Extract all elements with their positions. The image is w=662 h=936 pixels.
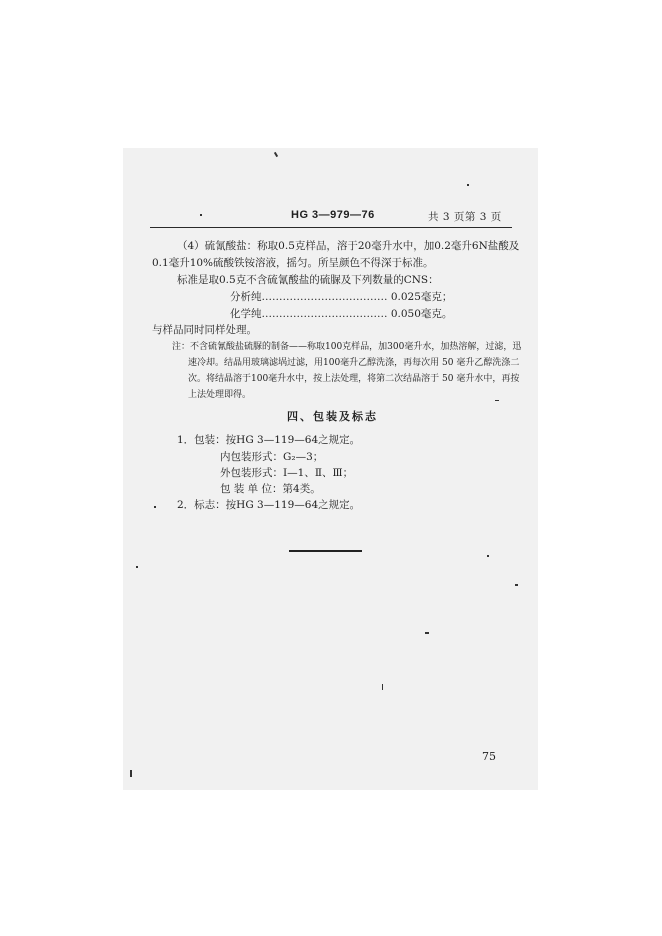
- pack-item: 1．包装：按HG 3—119—64之规定。: [177, 434, 361, 446]
- mark-item: 2．标志：按HG 3—119—64之规定。: [177, 499, 361, 511]
- grade-chemical: 化学纯……………………………… 0.050毫克。: [230, 308, 453, 320]
- pack-unit: 包 装 单 位：第4类。: [220, 483, 321, 495]
- item4-line1: （4）硫氰酸盐：称取0.5克样品，溶于20毫升水中，加0.2毫升6N盐酸及: [177, 240, 520, 252]
- scan-speck: [136, 566, 138, 568]
- outer-pack: 外包装形式：Ⅰ—1、Ⅱ、Ⅲ；: [220, 467, 354, 479]
- end-rule: [289, 550, 362, 552]
- scan-speck: [200, 214, 202, 216]
- scan-speck: [425, 632, 429, 634]
- note-line1: 注：不含硫氰酸盐硫脲的制备——称取100克样品，加300毫升水，加热溶解，过滤，迅: [172, 342, 522, 352]
- header-rule: [150, 227, 512, 228]
- inner-pack: 内包装形式：G₂—3；: [220, 451, 324, 463]
- scan-speck: [487, 555, 489, 557]
- note-line4: 上法处理即得。: [188, 390, 252, 400]
- page-number: 75: [482, 750, 496, 763]
- page-info: 共 3 页第 3 页: [428, 211, 502, 223]
- same-treatment: 与样品同时同样处理。: [152, 324, 257, 336]
- note-line3: 次。将结晶溶于100毫升水中，按上法处理，将第二次结晶溶于 50 毫升水中，再按: [188, 374, 520, 384]
- standard-code: HG 3—979—76: [291, 209, 375, 221]
- item4-line2: 0.1毫升10%硫酸铁铵溶液，摇匀。所呈颜色不得深于标准。: [152, 257, 434, 269]
- grade-analytical: 分析纯……………………………… 0.025毫克；: [230, 291, 453, 303]
- standard-line: 标准是取0.5克不含硫氰酸盐的硫脲及下列数量的CNS：: [177, 274, 439, 286]
- scan-speck: [495, 400, 499, 401]
- scan-speck: [130, 770, 132, 777]
- scan-speck: [515, 584, 518, 586]
- scan-speck: [154, 506, 156, 508]
- scan-speck: [467, 184, 469, 186]
- note-line2: 速冷却。结晶用玻璃滤埚过滤，用100毫升乙醇洗涤，再每次用 50 毫升乙醇洗涤二: [188, 358, 520, 368]
- section-title: 四、包装及标志: [287, 410, 378, 423]
- scan-speck: [382, 684, 383, 690]
